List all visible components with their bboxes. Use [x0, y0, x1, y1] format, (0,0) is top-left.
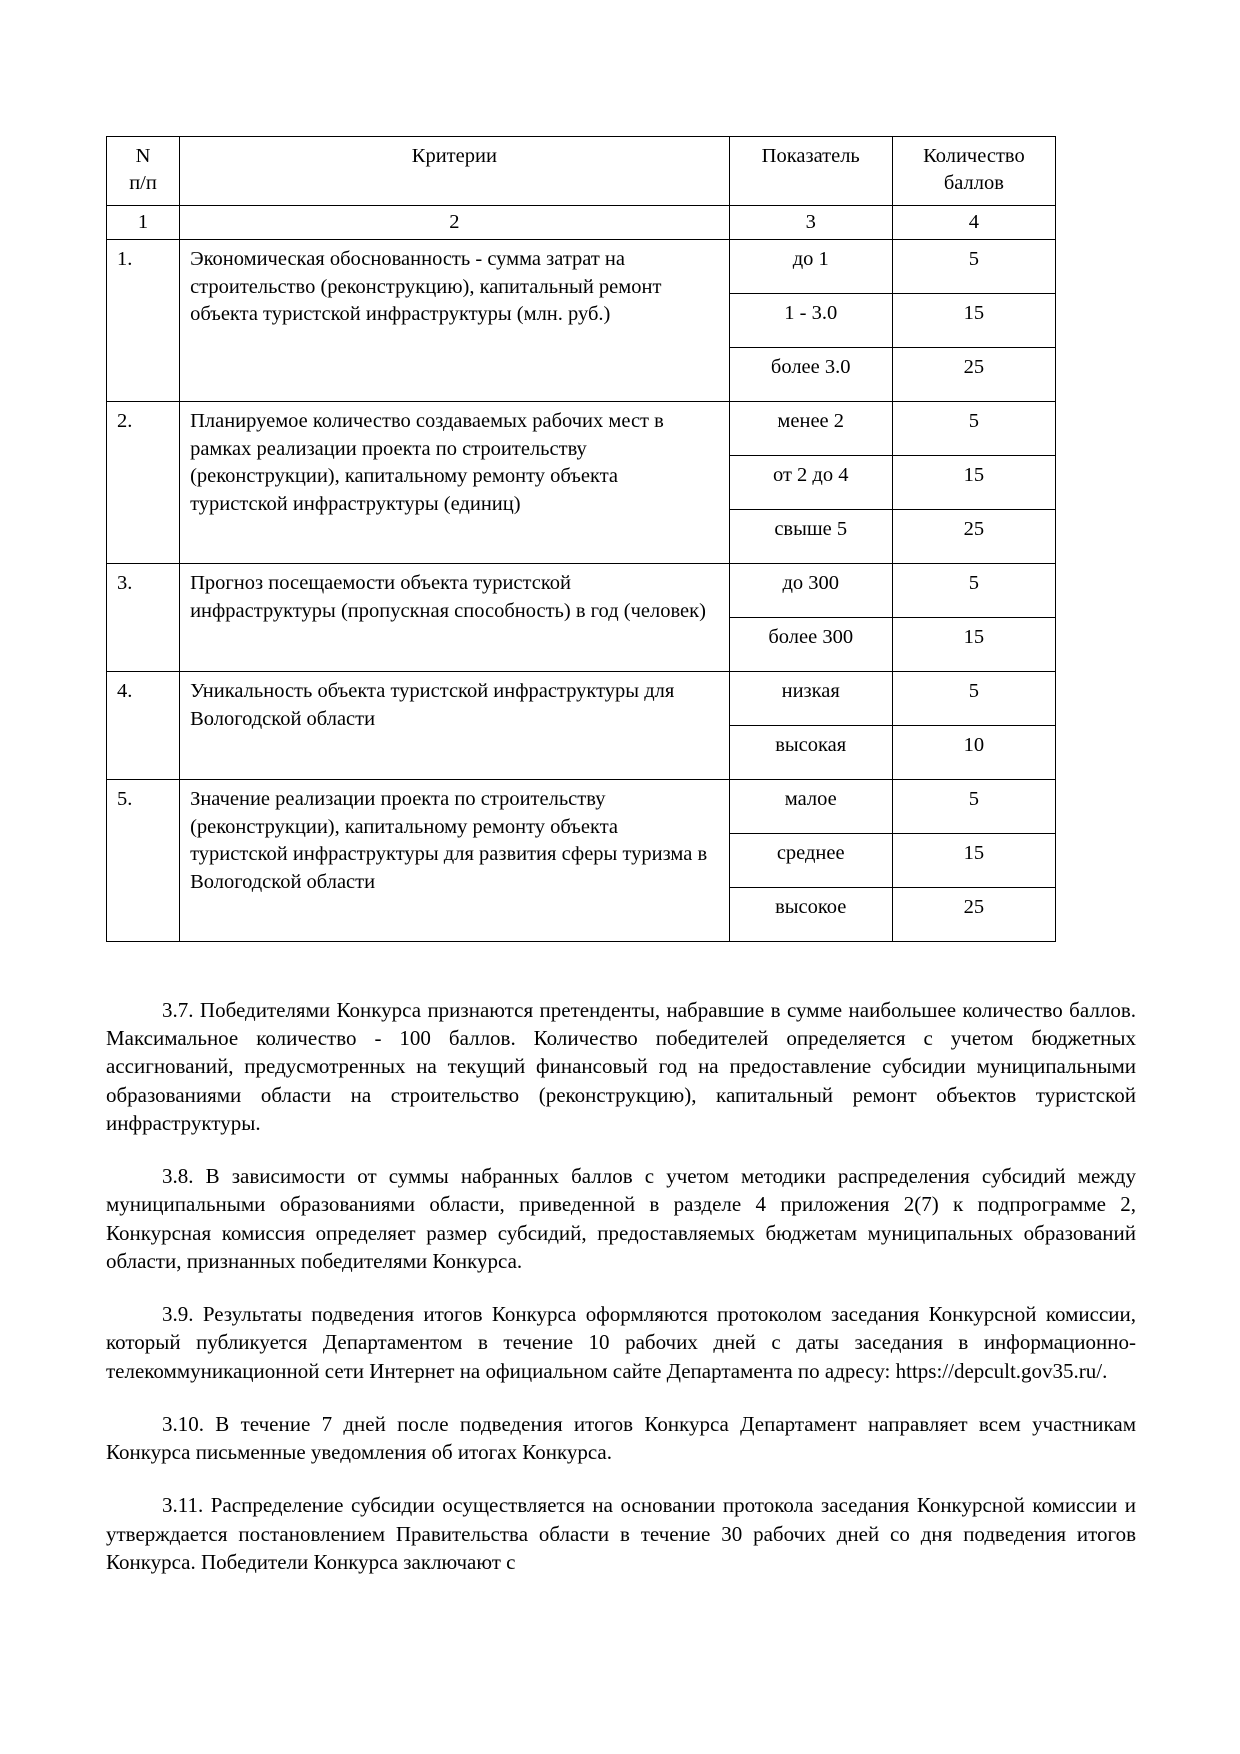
row-criteria: Прогноз посещаемости объекта туристской инфраструктуры (пропускная способность) в год (человек) [180, 564, 730, 672]
table-row [107, 240, 1056, 294]
paragraph-3-11: 3.11. Распределение субсидии осуществляется на основании протокола заседания Конкурсной комиссии и утверждается постановлением Правительства области в течение 30 рабочих дней со дня подведения итогов Конкурса. Победители Конкурса заключают с [106, 1493, 1136, 1574]
row-points: 5 [892, 564, 1055, 618]
row-number: 5. [107, 780, 180, 942]
header-points-line1: Количество [923, 145, 1025, 167]
row-points: 15 [892, 618, 1055, 672]
row-criteria: Планируемое количество создаваемых рабочих мест в рамках реализации проекта по строительству (реконструкции), капитальному ремонту объекта туристской инфраструктуры (единиц) [180, 402, 730, 564]
header-number-line2: п/п [129, 172, 157, 195]
row-points: 10 [892, 726, 1055, 780]
header-number-line1: N [135, 145, 151, 167]
table-row [107, 780, 1056, 834]
row-points: 5 [892, 780, 1055, 834]
column-number-3: 3 [729, 205, 892, 239]
row-points: 15 [892, 294, 1055, 348]
row-indicator: до 1 [729, 240, 892, 294]
column-number-4: 4 [892, 205, 1055, 239]
criteria-scoring-table [106, 136, 1056, 942]
row-points: 25 [892, 510, 1055, 564]
row-points: 25 [892, 888, 1055, 942]
row-criteria: Значение реализации проекта по строительству (реконструкции), капитальному ремонту объекта туристской инфраструктуры для развития сферы туризма в Вологодской области [180, 780, 730, 942]
row-indicator: высокое [729, 888, 892, 942]
row-indicator: от 2 до 4 [729, 456, 892, 510]
row-points: 5 [892, 402, 1055, 456]
row-indicator: менее 2 [729, 402, 892, 456]
row-points: 15 [892, 456, 1055, 510]
row-indicator: 1 - 3.0 [729, 294, 892, 348]
row-number: 3. [107, 564, 180, 672]
column-number-1: 1 [107, 205, 180, 239]
document-body [106, 996, 1136, 1576]
paragraph-3-7: 3.7. Победителями Конкурса признаются претенденты, набравшие в сумме наибольшее количество баллов. Максимальное количество - 100 баллов. Количество победителей определяется с учетом бюджетных ассигнований, предусмотренных на текущий финансовый год на предоставление субсидии муниципальными образованиями области на строительство (реконструкцию), капитальный ремонт объектов туристской инфраструктуры. [106, 998, 1136, 1135]
row-indicator: свыше 5 [729, 510, 892, 564]
row-indicator: среднее [729, 834, 892, 888]
header-cell-indicator: Показатель [729, 137, 892, 206]
table-header-row [107, 137, 1056, 206]
row-indicator: высокая [729, 726, 892, 780]
header-cell-number [107, 137, 180, 206]
row-criteria: Экономическая обоснованность - сумма затрат на строительство (реконструкцию), капитальный ремонт объекта туристской инфраструктуры (млн. руб.) [180, 240, 730, 402]
table-header [107, 137, 1056, 240]
header-cell-points [892, 137, 1055, 206]
row-number: 2. [107, 402, 180, 564]
row-indicator: более 3.0 [729, 348, 892, 402]
header-cell-criteria: Критерии [180, 137, 730, 206]
row-points: 5 [892, 240, 1055, 294]
row-indicator: малое [729, 780, 892, 834]
column-number-2: 2 [180, 205, 730, 239]
column-number-row [107, 205, 1056, 239]
paragraph-3-8: 3.8. В зависимости от суммы набранных баллов с учетом методики распределения субсидий между муниципальными образованиями области, приведенной в разделе 4 приложения 2(7) к подпрограмме 2, Конкурсная комиссия определяет размер субсидий, предоставляемых бюджетам муниципальных образований области, признанных победителями Конкурса. [106, 1164, 1136, 1273]
row-points: 15 [892, 834, 1055, 888]
row-points: 25 [892, 348, 1055, 402]
row-indicator: до 300 [729, 564, 892, 618]
table-row [107, 672, 1056, 726]
row-number: 4. [107, 672, 180, 780]
row-indicator: более 300 [729, 618, 892, 672]
table-row [107, 564, 1056, 618]
table-row [107, 402, 1056, 456]
table-body [107, 240, 1056, 942]
header-points-line2: баллов [943, 172, 1004, 195]
row-indicator: низкая [729, 672, 892, 726]
paragraph-3-10: 3.10. В течение 7 дней после подведения итогов Конкурса Департамент направляет всем участникам Конкурса письменные уведомления об итогах Конкурса. [106, 1411, 1136, 1465]
row-criteria: Уникальность объекта туристской инфраструктуры для Вологодской области [180, 672, 730, 780]
row-points: 5 [892, 672, 1055, 726]
paragraph-3-9: 3.9. Результаты подведения итогов Конкурса оформляются протоколом заседания Конкурсной комиссии, который публикуется Департаментом в течение 10 рабочих дней с даты заседания в информационно-телекоммуникационной сети Интернет на официальном сайте Департамента по адресу: https://depcult.gov35.ru/. [106, 1302, 1136, 1383]
row-number: 1. [107, 240, 180, 402]
